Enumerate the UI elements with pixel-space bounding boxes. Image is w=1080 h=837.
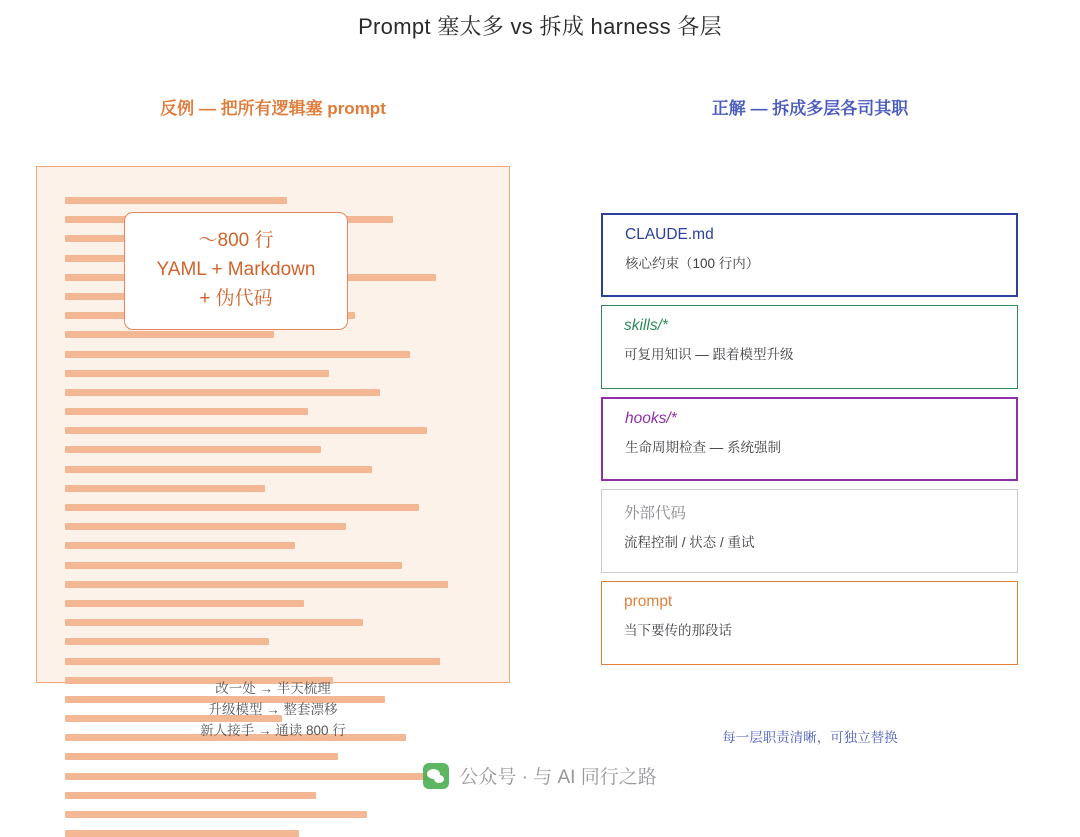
prompt-text-line [65,427,427,434]
prompt-text-line [65,658,440,665]
callout-line-2: YAML + Markdown [156,259,316,280]
prompt-text-line [65,197,287,204]
prompt-text-line [65,792,316,799]
prompt-size-callout [124,212,348,330]
layer-title: 外部代码 [624,505,687,522]
layer-hooks [601,397,1018,481]
footer-text: 公众号 · 与 AI 同行之路 [459,767,657,788]
prompt-text-line [65,331,274,338]
callout-line-1: ～800 行 [198,230,274,251]
wechat-icon [423,763,449,789]
layer-description: 生命周期检查 — 系统强制 [625,440,782,455]
layer-skills [601,305,1018,389]
layer-title: skills/* [624,317,668,334]
left-column-heading: 反例 — 把所有逻辑塞 prompt [160,99,386,118]
footer-watermark [0,762,1080,789]
prompt-text-line [65,619,363,626]
layer-description: 可复用知识 — 跟着模型升级 [624,347,794,362]
left-caption-line-2: 升级模型 → 整套漂移 [208,702,338,717]
layer-claude-md [601,213,1018,297]
prompt-text-line [65,351,410,358]
layer-prompt [601,581,1018,665]
left-caption-line-3: 新人接手 → 通读 800 行 [200,723,346,738]
prompt-text-line [65,446,321,453]
prompt-text-line [65,485,265,492]
prompt-text-line [65,753,338,760]
prompt-text-line [65,408,308,415]
right-column-heading: 正解 — 拆成多层各司其职 [711,99,909,118]
page-title: Prompt 塞太多 vs 拆成 harness 各层 [358,14,722,39]
layer-title: CLAUDE.md [625,226,714,243]
left-caption-line-1: 改一处 → 半天梳理 [215,681,331,696]
prompt-text-line [65,562,402,569]
prompt-text-line [65,504,419,511]
layer-description: 核心约束（100 行内） [625,256,760,271]
layer-external-code [601,489,1018,573]
prompt-text-line [65,523,346,530]
prompt-text-line [65,542,295,549]
prompt-text-line [65,600,304,607]
left-caption [36,678,510,741]
prompt-text-line [65,811,367,818]
prompt-text-line [65,638,269,645]
layer-description: 流程控制 / 状态 / 重试 [624,535,755,550]
prompt-text-line [65,581,448,588]
prompt-text-line [65,370,329,377]
layer-title: hooks/* [625,410,677,427]
prompt-text-line [65,830,299,837]
prompt-text-line [65,466,372,473]
layer-description: 当下要传的那段话 [624,623,732,638]
layer-title: prompt [624,593,673,610]
prompt-text-line [65,389,380,396]
right-caption: 每一层职责清晰，可独立替换 [722,730,898,745]
callout-line-3: + 伪代码 [199,288,273,309]
